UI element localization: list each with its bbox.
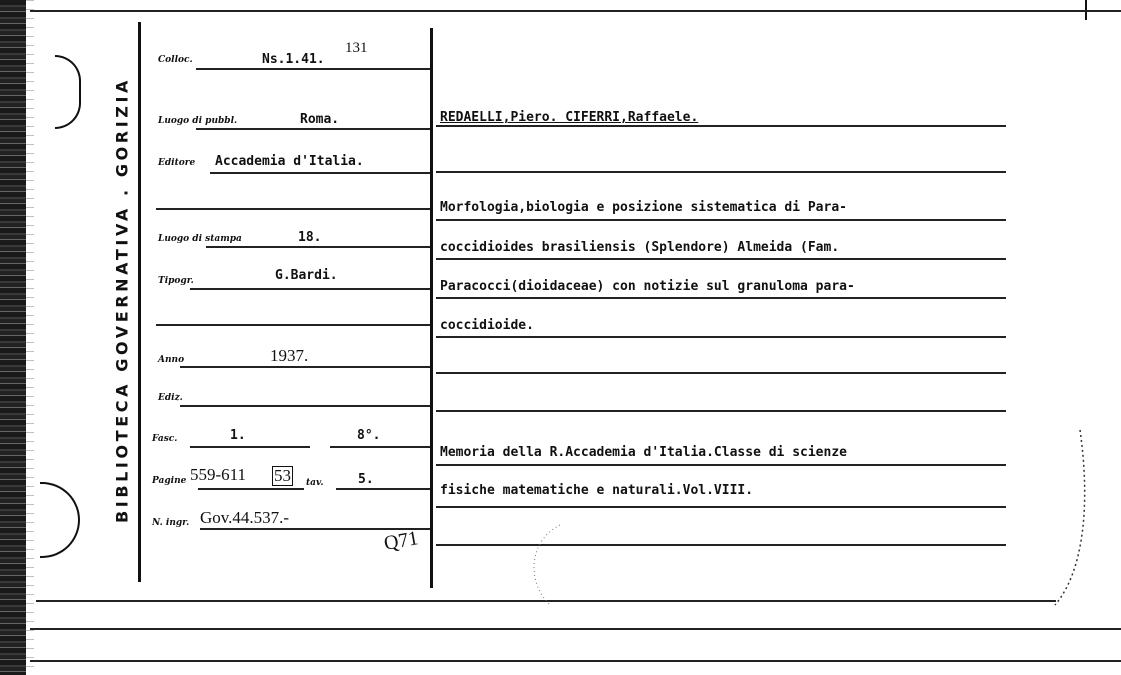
series-line-1: Memoria della R.Accademia d'Italia.Classe di scienze [440,445,847,460]
punch-hole-top [55,55,81,129]
value-luogo-stampa: 18. [298,230,322,245]
lower-edge-2 [30,660,1121,662]
rule [436,410,1006,412]
value-pagine-extra: 53 [274,466,291,485]
label-luogo-pubbl: Luogo di pubbl. [158,116,238,126]
left-margin-line [138,22,141,582]
rule [436,258,1006,260]
rule [196,128,430,130]
label-tavole: tav. [306,478,324,488]
column-divider [430,28,433,588]
scanned-edge-strip [0,0,26,675]
value-luogo-pubbl: Roma. [300,112,340,127]
title-line-3: Paracocci(dioidaceae) con notizie sul granuloma para- [440,279,855,294]
rule [336,488,430,490]
rule [436,336,1006,338]
value-editore: Accademia d'Italia. [215,154,364,169]
label-luogo-stampa: Luogo di stampa [158,234,242,244]
value-collocazione: Ns.1.41. [262,52,325,67]
value-fasc: 1. [230,428,246,443]
rule [210,172,430,174]
value-tipografo: G.Bardi. [275,268,338,283]
top-edge [30,10,1121,12]
rule [196,68,430,70]
value-anno: 1937. [270,346,309,365]
card-curl-mark [1000,420,1110,620]
label-edizione: Ediz. [158,393,183,403]
rule [436,219,1006,221]
faint-smudge [520,520,580,610]
rule [436,171,1006,173]
rule [180,366,430,368]
title-line-4: coccidioide. [440,318,534,333]
punch-hole-bottom [40,482,80,558]
label-pagine: Pagine [152,476,187,486]
label-anno: Anno [158,355,185,365]
title-line-1: Morfologia,biologia e posizione sistematica di Para- [440,200,847,215]
lower-edge-1 [30,628,1121,630]
rule [190,446,310,448]
library-stamp: BIBLIOTECA GOVERNATIVA . GORIZIA [112,76,132,524]
handwritten-collocation-number: 131 [345,40,368,56]
label-tipografo: Tipogr. [158,276,194,286]
value-tavole: 5. [358,472,374,487]
rule [190,288,430,290]
author-line: REDAELLI,Piero. CIFERRI,Raffaele. [440,110,699,125]
rule [156,208,430,210]
label-collocazione: Colloc. [158,55,193,65]
label-editore: Editore [158,158,196,168]
label-n-ingresso: N. ingr. [152,518,190,528]
title-line-2: coccidioides brasiliensis (Splendore) Almeida (Fam. [440,240,840,255]
rule [206,246,430,248]
scan-noise [26,0,34,675]
label-fasc: Fasc. [152,434,178,444]
rule [198,488,304,490]
value-n-ingresso: Gov.44.537.- [200,508,290,527]
value-pagine: 559-611 [190,465,247,484]
rule [180,405,430,407]
rule [436,506,1006,508]
rule [330,446,430,448]
rule [436,297,1006,299]
series-line-2: fisiche matematiche e naturali.Vol.VIII. [440,483,754,498]
rule [436,372,1006,374]
value-formato: 8°. [357,428,381,443]
rule [200,528,430,530]
rule [156,324,430,326]
handwritten-note: Q71 [382,527,421,555]
rule [436,464,1006,466]
rule [436,125,1006,127]
